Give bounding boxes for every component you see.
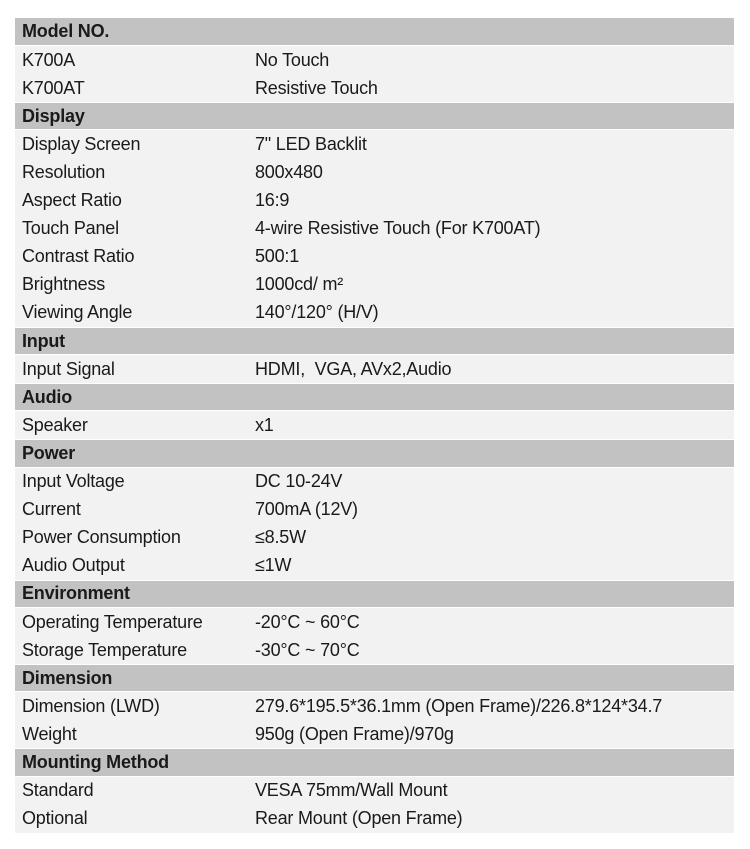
spec-row bbox=[15, 805, 734, 833]
spec-row bbox=[15, 524, 734, 552]
spec-value: 4-wire Resistive Touch (For K700AT) bbox=[255, 218, 541, 239]
spec-label: Viewing Angle bbox=[22, 302, 133, 323]
spec-label: Aspect Ratio bbox=[22, 190, 122, 211]
spec-value: 500:1 bbox=[255, 246, 300, 267]
section-header-label: Environment bbox=[22, 583, 130, 604]
spec-label: Optional bbox=[22, 808, 88, 829]
spec-row bbox=[15, 215, 734, 243]
spec-label: Operating Temperature bbox=[22, 611, 203, 632]
spec-label: Weight bbox=[22, 723, 77, 744]
spec-value: 1000cd/ m² bbox=[255, 274, 344, 295]
spec-row bbox=[15, 355, 734, 383]
spec-label: Input Voltage bbox=[22, 471, 125, 492]
spec-table bbox=[15, 18, 734, 833]
spec-value: Resistive Touch bbox=[255, 77, 378, 98]
spec-row bbox=[15, 777, 734, 805]
spec-value: -30°C ~ 70°C bbox=[255, 639, 360, 660]
spec-label: Display Screen bbox=[22, 133, 141, 154]
spec-value: ≤1W bbox=[255, 555, 292, 576]
spec-row bbox=[15, 496, 734, 524]
spec-label: Brightness bbox=[22, 274, 106, 295]
spec-label: K700AT bbox=[22, 77, 85, 98]
spec-row bbox=[15, 271, 734, 299]
spec-label: Resolution bbox=[22, 162, 106, 183]
spec-value: DC 10-24V bbox=[255, 471, 343, 492]
section-header bbox=[15, 18, 734, 46]
section-header-label: Display bbox=[22, 105, 85, 126]
spec-value: 800x480 bbox=[255, 162, 323, 183]
spec-row bbox=[15, 130, 734, 158]
spec-label: Input Signal bbox=[22, 358, 115, 379]
spec-row bbox=[15, 608, 734, 636]
spec-label: Power Consumption bbox=[22, 527, 181, 548]
section-header-label: Model NO. bbox=[22, 21, 110, 42]
spec-label: Dimension (LWD) bbox=[22, 695, 160, 716]
spec-row bbox=[15, 46, 734, 74]
spec-value: ≤8.5W bbox=[255, 527, 306, 548]
section-header bbox=[15, 748, 734, 776]
spec-row bbox=[15, 636, 734, 664]
spec-value: 140°/120° (H/V) bbox=[255, 302, 379, 323]
section-header bbox=[15, 327, 734, 355]
spec-value: 7" LED Backlit bbox=[255, 133, 367, 154]
spec-value: 279.6*195.5*36.1mm (Open Frame)/226.8*124*34.7 bbox=[255, 695, 663, 716]
section-header bbox=[15, 102, 734, 130]
spec-label: Touch Panel bbox=[22, 218, 119, 239]
spec-label: K700A bbox=[22, 49, 76, 70]
spec-value: -20°C ~ 60°C bbox=[255, 611, 360, 632]
spec-row bbox=[15, 187, 734, 215]
spec-row bbox=[15, 468, 734, 496]
spec-row bbox=[15, 158, 734, 186]
section-header bbox=[15, 580, 734, 608]
spec-value: HDMI, VGA, AVx2,Audio bbox=[255, 358, 452, 379]
spec-label: Contrast Ratio bbox=[22, 246, 135, 267]
section-header-label: Audio bbox=[22, 386, 72, 407]
section-header-label: Mounting Method bbox=[22, 751, 169, 772]
spec-row bbox=[15, 243, 734, 271]
spec-row bbox=[15, 552, 734, 580]
section-header-label: Input bbox=[22, 330, 65, 351]
spec-value: VESA 75mm/Wall Mount bbox=[255, 780, 448, 801]
spec-label: Speaker bbox=[22, 414, 88, 435]
spec-value: 16:9 bbox=[255, 190, 290, 211]
spec-value: x1 bbox=[255, 414, 274, 435]
section-header bbox=[15, 383, 734, 411]
spec-row bbox=[15, 299, 734, 327]
section-header bbox=[15, 664, 734, 692]
spec-value: No Touch bbox=[255, 49, 330, 70]
spec-label: Standard bbox=[22, 780, 94, 801]
spec-label: Storage Temperature bbox=[22, 639, 187, 660]
section-header bbox=[15, 439, 734, 467]
spec-label: Current bbox=[22, 499, 81, 520]
spec-row bbox=[15, 720, 734, 748]
section-header-label: Dimension bbox=[22, 667, 113, 688]
spec-value: Rear Mount (Open Frame) bbox=[255, 808, 463, 829]
spec-row bbox=[15, 411, 734, 439]
spec-value: 950g (Open Frame)/970g bbox=[255, 723, 454, 744]
spec-row bbox=[15, 74, 734, 102]
section-header-label: Power bbox=[22, 442, 76, 463]
spec-value: 700mA (12V) bbox=[255, 499, 358, 520]
spec-row bbox=[15, 692, 734, 720]
spec-label: Audio Output bbox=[22, 555, 125, 576]
